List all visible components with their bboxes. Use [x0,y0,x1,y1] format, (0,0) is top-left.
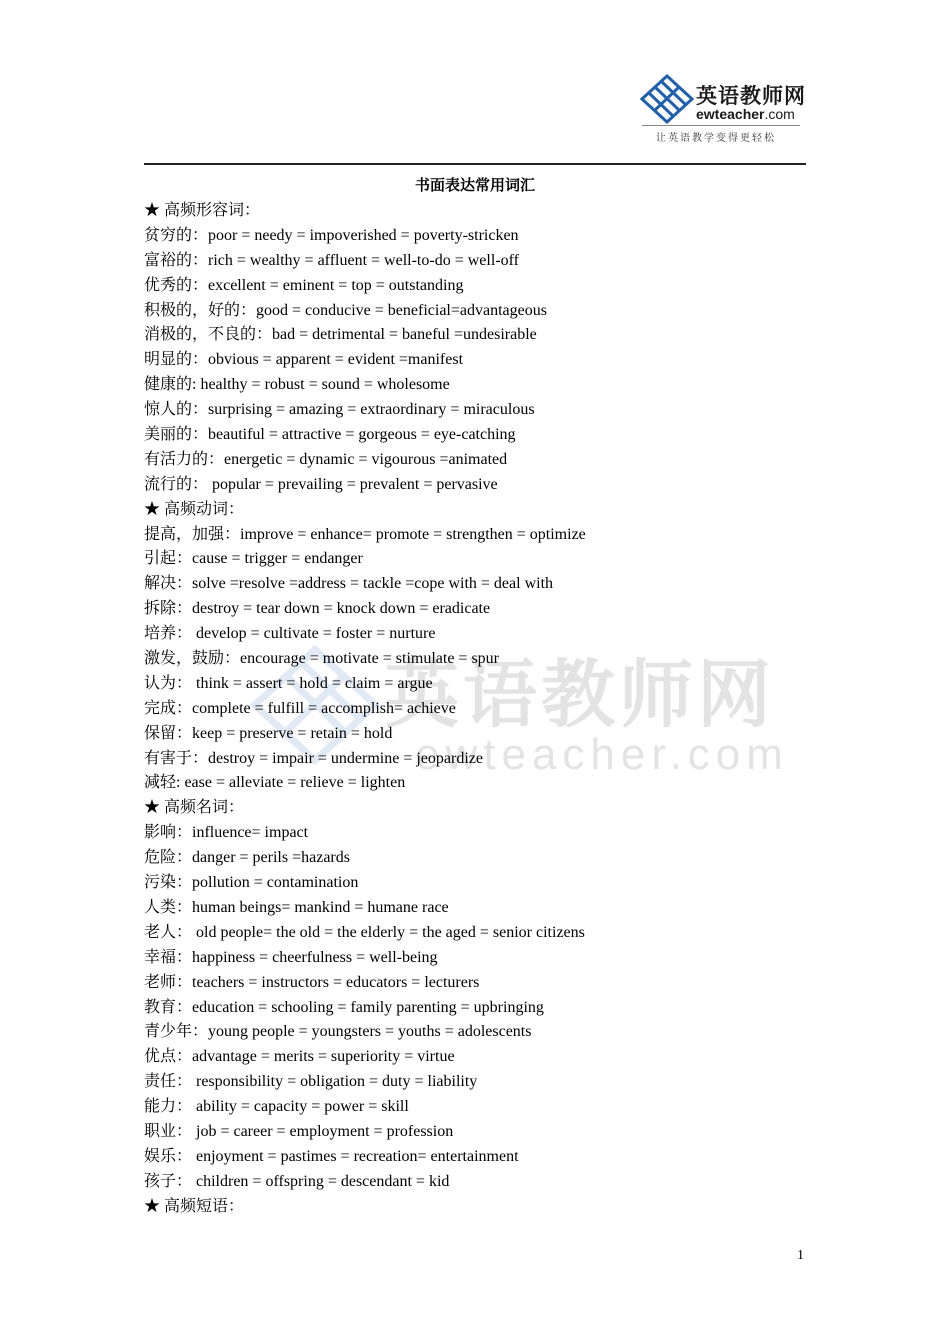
section-heading: ★ 高频名词： [144,799,245,817]
vocab-line: 消极的，不良的：bad = detrimental = baneful =undesirable [144,326,537,344]
diamond-lattice-logo-icon [640,74,694,124]
header-divider [144,163,806,165]
vocab-line: 惊人的：surprising = amazing = extraordinary = miraculous [144,401,535,419]
vocab-line: 教育：education = schooling = family parenting = upbringing [144,998,544,1016]
vocab-line: 健康的: healthy = robust = sound = wholesome [144,376,450,394]
vocabulary-list [144,199,806,1220]
vocab-line: 认为： think = assert = hold = claim = argue [144,674,433,692]
vocab-line: 流行的： popular = prevailing = prevalent = pervasive [144,475,498,493]
vocab-line: 能力： ability = capacity = power = skill [144,1098,409,1116]
vocab-line: 明显的：obvious = apparent = evident =manifest [144,351,464,369]
logo-domain-main: ewteacher [696,106,765,122]
vocab-line: 美丽的：beautiful = attractive = gorgeous = eye-catching [144,426,516,444]
vocab-line: 激发，鼓励：encourage = motivate = stimulate = spur [144,650,500,668]
logo-domain-suffix: .com [764,106,795,122]
vocab-line: 保留：keep = preserve = retain = hold [144,724,393,742]
section-heading: ★ 高频动词： [144,500,245,518]
vocab-line: 富裕的：rich = wealthy = affluent = well-to-do = well-off [144,251,519,269]
vocab-line: 老师：teachers = instructors = educators = lecturers [144,973,480,991]
vocab-line: 优点：advantage = merits = superiority = virtue [144,1048,455,1066]
vocab-line: 解决：solve =resolve =address = tackle =cope with = deal with [144,575,554,593]
vocab-line: 青少年：young people = youngsters = youths = adolescents [144,1023,532,1041]
vocab-line: 积极的，好的：good = conducive = beneficial=advantageous [144,301,547,319]
vocab-line: 提高，加强：improve = enhance= promote = strengthen = optimize [144,525,586,543]
vocab-line: 人类：human beings= mankind = humane race [144,898,449,916]
vocab-line: 有害于：destroy = impair = undermine = jeopardize [144,749,483,767]
vocab-line: 责任： responsibility = obligation = duty = liability [144,1073,478,1091]
logo-tagline: 让英语教学变得更轻松 [656,133,776,144]
vocab-line: 孩子： children = offspring = descendant = kid [144,1172,450,1190]
vocab-line: 幸福：happiness = cheerfulness = well-being [144,948,438,966]
page-title: 书面表达常用词汇 [414,178,535,194]
watermark-domain-text: ewteacher.com [415,730,789,779]
vocab-line: 影响：influence= impact [144,824,309,842]
logo-chinese-name: 英语教师网 [696,84,806,108]
vocab-line: 老人： old people= the old = the elderly = the aged = senior citizens [144,923,585,941]
vocab-line: 完成：complete = fulfill = accomplish= achieve [144,699,456,717]
vocab-line: 娱乐： enjoyment = pastimes = recreation= entertainment [144,1147,519,1165]
vocab-line: 危险：danger = perils =hazards [144,849,350,867]
page-number: 1 [797,1248,804,1263]
section-heading: ★ 高频短语： [144,1197,245,1215]
site-logo [640,74,810,146]
vocab-line: 职业： job = career = employment = profession [144,1122,454,1140]
vocab-line: 拆除：destroy = tear down = knock down = eradicate [144,600,491,618]
vocab-line: 引起：cause = trigger = endanger [144,550,363,568]
logo-divider [642,125,800,126]
watermark-chinese-text: 英语教师网 [385,652,775,738]
section-heading: ★ 高频形容词： [144,202,261,219]
logo-domain [696,106,795,122]
vocab-line: 减轻: ease = alleviate = relieve = lighten [144,774,406,792]
vocab-line: 培养： develop = cultivate = foster = nurture [144,625,436,643]
vocab-line: 有活力的：energetic = dynamic = vigourous =animated [144,450,508,468]
vocab-line: 贫穷的：poor = needy = impoverished = poverty-stricken [144,226,519,244]
vocab-line: 污染：pollution = contamination [144,874,359,892]
vocab-line: 优秀的：excellent = eminent = top = outstanding [144,276,464,294]
